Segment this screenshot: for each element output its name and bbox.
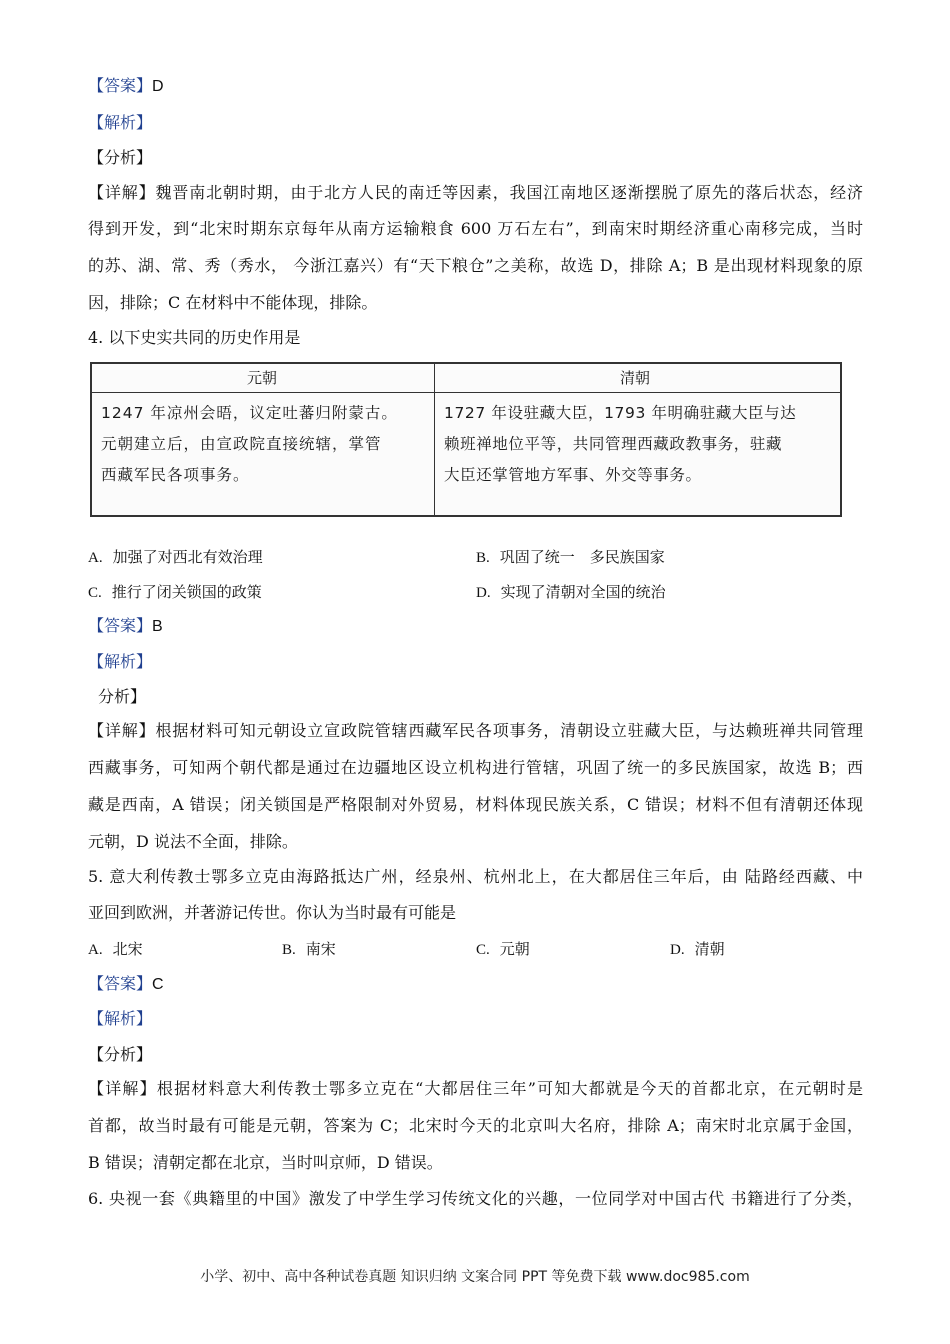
q5-stem-line: 亚回到欧洲，并著游记传世。你认为当时最有可能是 [88,903,457,922]
q5-option-b: B. 南宋 [282,940,336,958]
q4-detail-line: 【详解】根据材料可知元朝设立宣政院管辖西藏军民各项事务，清朝设立驻藏大臣，与达赖班禅共同管理 [88,721,863,740]
q5-option-d: D. 清朝 [670,940,725,958]
q3-detail-line: 的苏、湖、常、秀（秀水， 今浙江嘉兴）有“天下粮仓”之美称，故选 D，排除 A；B 是出现材料现象的原 [88,256,863,275]
q5-answer: 【答案】C [88,974,164,993]
table-header-qing: 清朝 [620,369,651,387]
q3-fenxi-tag: 【分析】 [88,148,153,167]
q5-detail-line: 【详解】根据材料意大利传教士鄂多立克在“大都居住三年”可知大都就是今天的首都北京，在元朝时是 [88,1079,863,1098]
q4-option-d: D. 实现了清朝对全国的统治 [476,583,666,601]
q5-option-c: C. 元朝 [476,940,530,958]
q3-detail-line: 得到开发，到“北宋时期东京每年从南方运输粮食 600 万石左右”，到南宋时期经济重心南移完成，当时 [88,219,863,238]
q5-option-a: A. 北宋 [88,940,143,958]
q5-detail-line: 首都，故当时最有可能是元朝，答案为 C；北宋时今天的北京叫大名府，排除 A；南宋时北京属于金国， [88,1116,863,1135]
q4-analysis-tag: 【解析】 [88,652,153,671]
q4-history-table [90,362,842,517]
q3-detail-line: 【详解】魏晋南北朝时期，由于北方人民的南迁等因素，我国江南地区逐渐摆脱了原先的落后状态，经济 [88,183,863,202]
table-header-rule [92,392,840,393]
q3-analysis-tag: 【解析】 [88,113,153,132]
q4-option-b: B. 巩固了统一 多民族国家 [476,548,665,566]
q5-detail-line: B 错误；清朝定都在北京，当时叫京师，D 错误。 [88,1153,443,1172]
q6-stem: 6. 央视一套《典籍里的中国》激发了中学生学习传统文化的兴趣，一位同学对中国古代 书籍进行了分类， [88,1189,863,1208]
q4-detail-line: 元朝，D 说法不全面，排除。 [88,832,298,851]
q5-stem-line: 5. 意大利传教士鄂多立克由海路抵达广州，经泉州、杭州北上，在大都居住三年后，由 陆路经西藏、中 [88,867,863,886]
q4-stem: 4. 以下史实共同的历史作用是 [88,328,301,347]
table-cell-yuan: 1247 年凉州会晤，议定吐蕃归附蒙古。 元朝建立后，由宣政院直接统辖，掌管 西藏军民各项事务。 [101,404,398,484]
page-footer: 小学、初中、高中各种试卷真题 知识归纳 文案合同 PPT 等免费下载 www.doc985.com [200,1269,750,1285]
table-header-yuan: 元朝 [247,369,278,387]
q4-fenxi-tag: 分析】 [98,687,147,706]
q5-analysis-tag: 【解析】 [88,1009,153,1028]
q3-detail-line: 因，排除；C 在材料中不能体现，排除。 [88,293,378,312]
q4-detail-line: 藏是西南，A 错误；闭关锁国是严格限制对外贸易，材料体现民族关系，C 错误；材料不但有清朝还体现 [88,795,863,814]
q4-answer: 【答案】B [88,616,163,635]
q3-answer: 【答案】D [88,76,164,95]
q4-option-a: A. 加强了对西北有效治理 [88,548,263,566]
table-divider [434,364,435,515]
q4-option-c: C. 推行了闭关锁国的政策 [88,583,262,601]
q4-detail-line: 西藏事务，可知两个朝代都是通过在边疆地区设立机构进行管辖，巩固了统一的多民族国家，故选 B；西 [88,758,863,777]
q5-fenxi-tag: 【分析】 [88,1045,153,1064]
table-cell-qing: 1727 年设驻藏大臣，1793 年明确驻藏大臣与达 赖班禅地位平等，共同管理西藏政教事务，驻藏 大臣还掌管地方军事、外交等事务。 [444,404,797,484]
